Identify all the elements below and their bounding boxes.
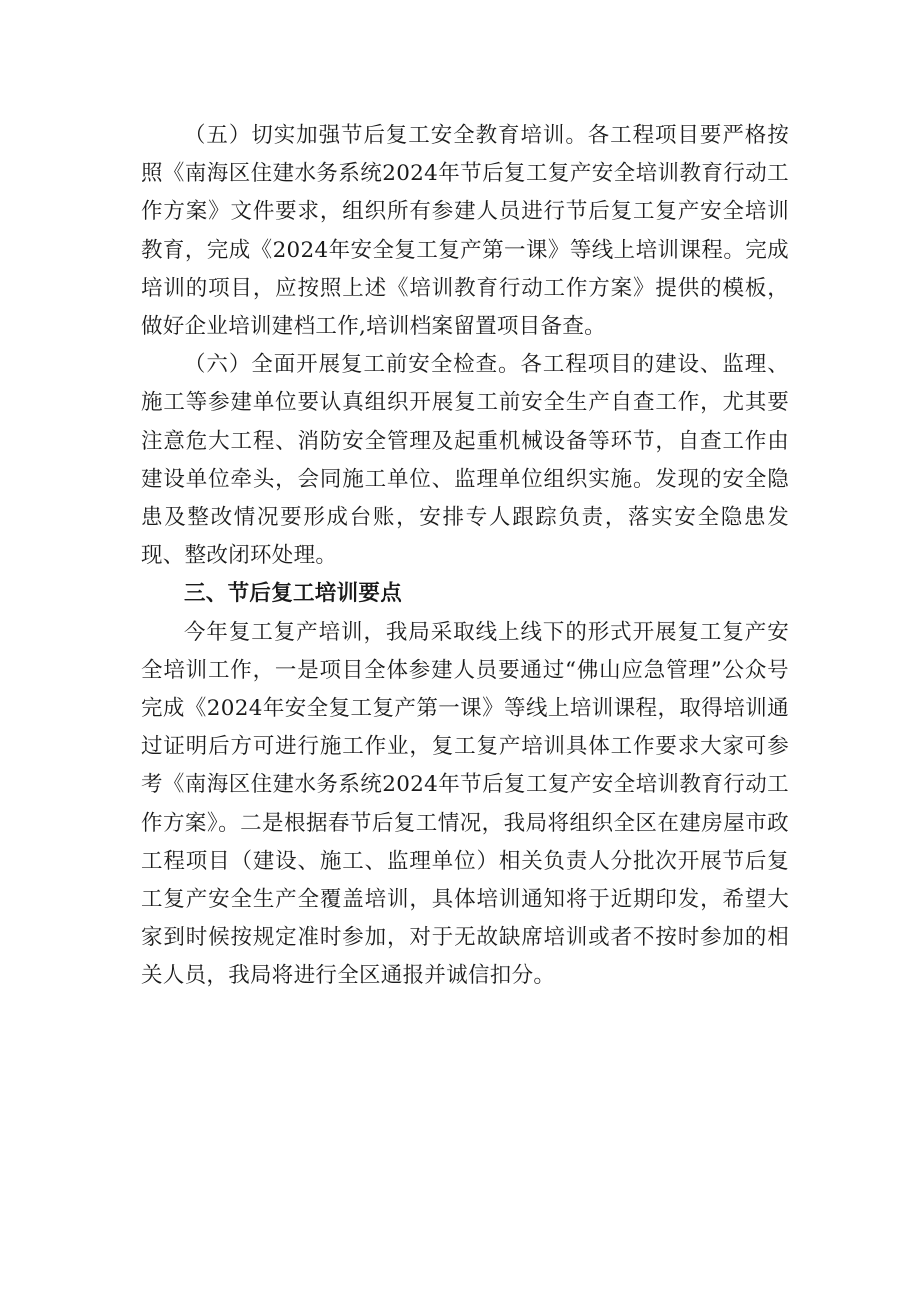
paragraph-item-6-safety-inspection: （六）全面开展复工前安全检查。各工程项目的建设、监理、施工等参建单位要认真组织开展复工前安全生产自查工作，尤其要注意危大工程、消防安全管理及起重机械设备等环节，自查工作由建设单位牵头，会同施工单位、监理单位组织实施。发现的安全隐患及整改情况要形成台账，安排专人跟踪负责，落实安全隐患发现、整改闭环处理。 xyxy=(141,352,789,569)
document-body xyxy=(141,117,789,996)
section-3-heading: 三、节后复工培训要点 xyxy=(184,581,403,607)
paragraph-item-5-safety-training: （五）切实加强节后复工安全教育培训。各工程项目要严格按照《南海区住建水务系统2024年节后复工复产安全培训教育行动工作方案》文件要求，组织所有参建人员进行节后复工复产安全培训教育，完成《2024年安全复工复产第一课》等线上培训课程。完成培训的项目，应按照上述《培训教育行动工作方案》提供的模板，做好企业培训建档工作,培训档案留置项目备查。 xyxy=(141,123,789,340)
section-3-paragraph: 今年复工复产培训，我局采取线上线下的形式开展复工复产安全培训工作，一是项目全体参建人员要通过“佛山应急管理”公众号完成《2024年安全复工复产第一课》等线上培训课程，取得培训通过证明后方可进行施工作业，复工复产培训具体工作要求大家可参考《南海区住建水务系统2024年节后复工复产安全培训教育行动工作方案》。二是根据春节后复工情况，我局将组织全区在建房屋市政工程项目（建设、施工、监理单位）相关负责人分批次开展节后复工复产安全生产全覆盖培训，具体培训通知将于近期印发，希望大家到时候按规定准时参加，对于无故缺席培训或者不按时参加的相关人员，我局将进行全区通报并诚信扣分。 xyxy=(141,619,789,989)
